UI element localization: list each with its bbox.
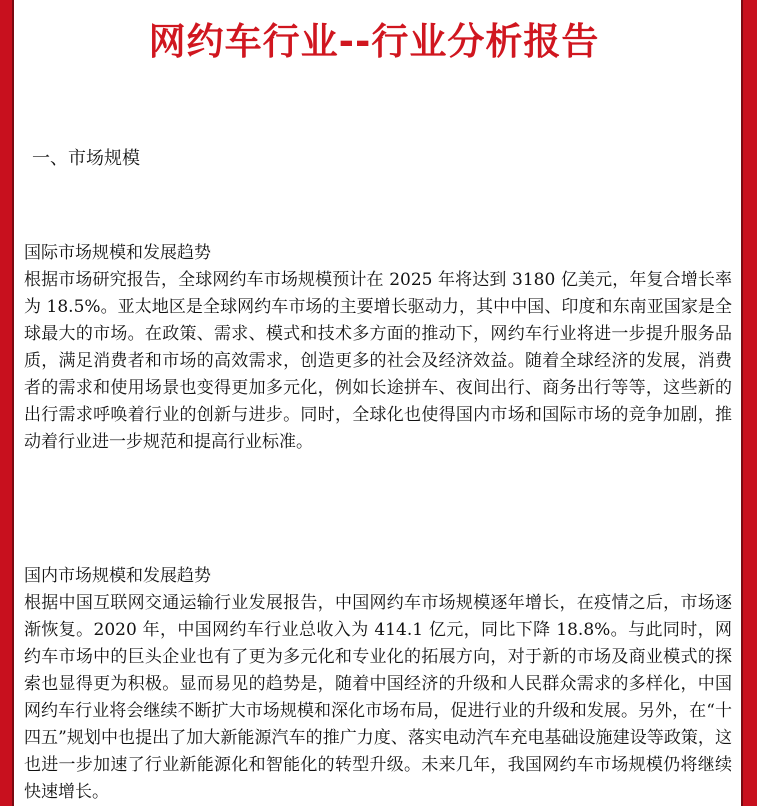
right-border-shadow (741, 0, 743, 806)
section-heading-market-size: 一、市场规模 (32, 148, 140, 169)
domestic-market-paragraph: 根据中国互联网交通运输行业发展报告，中国网约车市场规模逐年增长，在疫情之后，市场逐渐恢复。2020 年，中国网约车行业总收入为 414.1 亿元，同比下降 18.8%。与此同时，网约车市场中的巨头企业也有了更为多元化和专业化的拓展方向，对于新的市场及商业模式的探索也显得更为积极。显而易见的趋势是，随着中国经济的升级和人民群众需求的多样化，中国网约车行业将会继续不断扩大市场规模和深化市场布局，促进行业的升级和发展。另外，在“十四五”规划中也提出了加大新能源汽车的推广力度、落实电动汽车充电基础设施建设等政策，这也进一步加速了行业新能源化和智能化的转型升级。未来几年，我国网约车市场规模仍将继续快速增长。 (24, 593, 732, 802)
international-market-paragraph: 根据市场研究报告，全球网约车市场规模预计在 2025 年将达到 3180 亿美元，年复合增长率为 18.5%。亚太地区是全球网约车市场的主要增长驱动力，其中中国、印度和东南亚国家是全球最大的市场。在政策、需求、模式和技术多方面的推动下，网约车行业将进一步提升服务品质，满足消费者和市场的高效需求，创造更多的社会及经济效益。随着全球经济的发展，消费者的需求和使用场景也变得更加多元化，例如长途拼车、夜间出行、商务出行等等，这些新的出行需求呼唤着行业的创新与进步。同时，全球化也使得国内市场和国际市场的竞争加剧，推动着行业进一步规范和提高行业标准。 (24, 270, 732, 452)
right-red-border (743, 0, 757, 806)
international-market-block (24, 240, 732, 456)
document-title: 网约车行业--行业分析报告 (148, 20, 600, 63)
international-market-heading: 国际市场规模和发展趋势 (24, 243, 211, 263)
domestic-market-block (24, 563, 732, 806)
domestic-market-heading: 国内市场规模和发展趋势 (24, 566, 211, 586)
document-content (24, 0, 732, 802)
left-red-border (0, 0, 12, 806)
left-border-shadow (12, 0, 14, 806)
